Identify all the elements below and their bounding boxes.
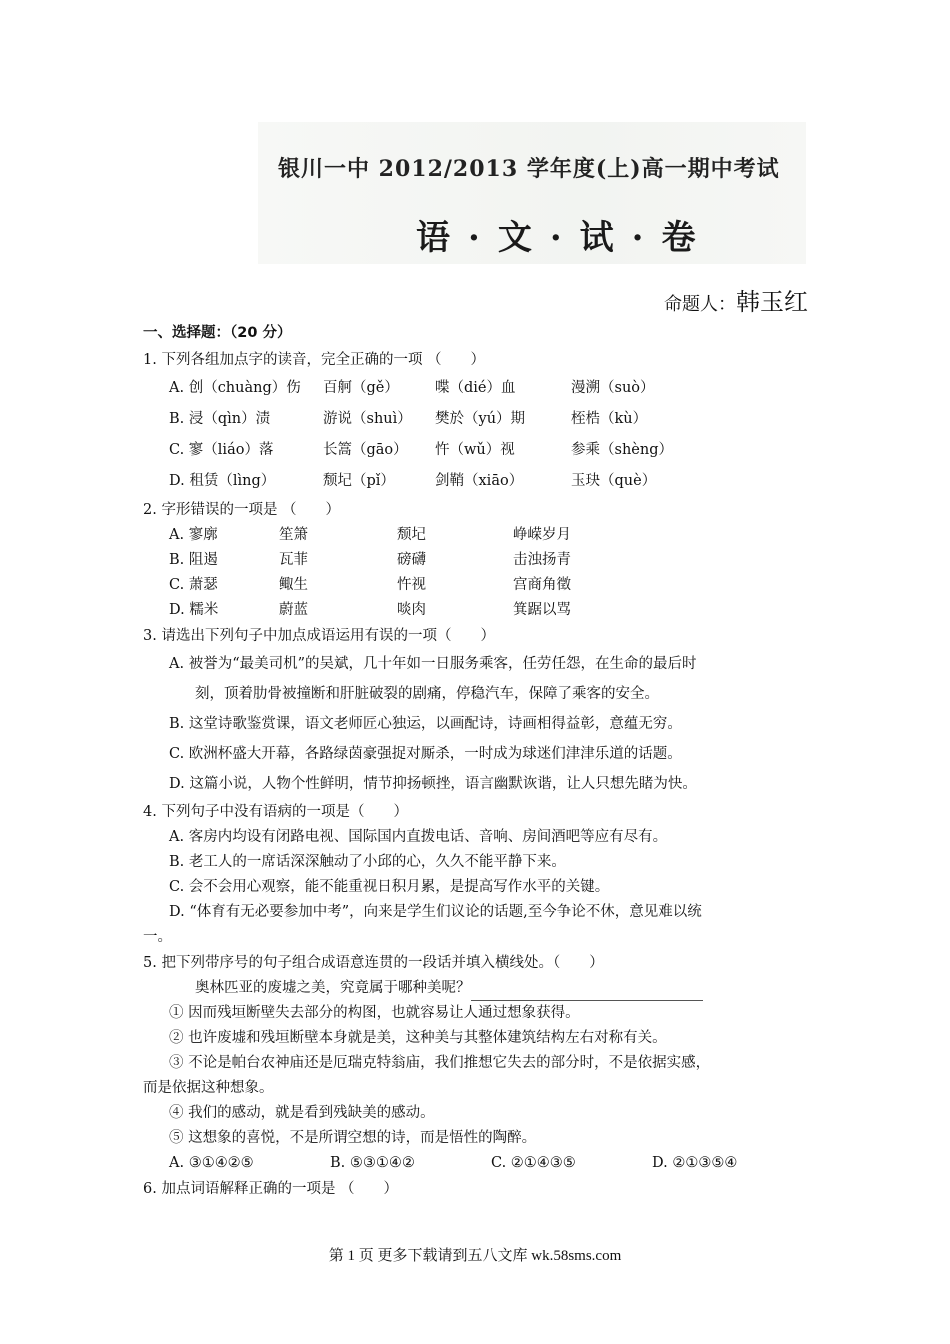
q3-option-a: A. 被誉为“最美司机”的吴斌，几十年如一日服务乘客，任劳任怨，在生命的最后时 xyxy=(169,656,697,672)
answer-option: D. ②①③⑤④ xyxy=(652,1155,738,1171)
q2-option-row xyxy=(143,598,813,623)
q5-lead xyxy=(143,976,813,1001)
q1-option-row xyxy=(143,404,813,435)
q4-option-d-cont: 一。 xyxy=(143,929,172,945)
q5-sentence-5: ⑤ 这想象的喜悦，不是所谓空想的诗，而是悟性的陶醉。 xyxy=(169,1130,537,1146)
option-cell: D. 租赁（lìng） xyxy=(169,473,276,489)
option-cell: 长篙（gāo） xyxy=(323,442,408,458)
q5-answers xyxy=(143,1151,813,1176)
option-cell: 忤视 xyxy=(397,577,426,593)
question-6: 6. 加点词语解释正确的一项是 （ ） xyxy=(143,1181,399,1197)
option-cell: 鲰生 xyxy=(279,577,308,593)
option-cell: 参乘（shèng） xyxy=(571,442,673,458)
q5-sentence-1: ① 因而残垣断壁失去部分的构图，也就容易让人通过想象获得。 xyxy=(169,1005,580,1021)
option-cell: 啖肉 xyxy=(397,602,426,618)
question-2: 2. 字形错误的一项是 （ ） xyxy=(143,502,341,518)
q5-sentence-4: ④ 我们的感动，就是看到残缺美的感动。 xyxy=(169,1105,435,1121)
answer-blank xyxy=(471,984,703,1001)
q3-option-a-cont: 刻，顶着肋骨被撞断和肝脏破裂的剧痛，停稳汽车，保障了乘客的安全。 xyxy=(195,686,659,702)
q5-sentence-2: ② 也许废墟和残垣断壁本身就是美，这种美与其整体建筑结构左右对称有关。 xyxy=(169,1030,667,1046)
option-cell: 宫商角徵 xyxy=(513,577,571,593)
author-label: 命题人： xyxy=(664,294,736,315)
q1-option-row xyxy=(143,466,813,497)
answer-option: B. ⑤③①④② xyxy=(330,1155,415,1171)
option-cell: 游说（shuì） xyxy=(323,411,412,427)
option-cell: A. 寥廓 xyxy=(169,527,218,543)
option-cell: B. 阻遏 xyxy=(169,552,218,568)
option-cell: 桎梏（kù） xyxy=(571,411,648,427)
q2-option-row xyxy=(143,548,813,573)
author-name: 韩玉红 xyxy=(736,288,808,316)
option-cell: 忤（wǔ）视 xyxy=(435,442,515,458)
option-cell: C. 萧瑟 xyxy=(169,577,218,593)
option-cell: 峥嵘岁月 xyxy=(513,527,571,543)
q4-option-a: A. 客房内均设有闭路电视、国际国内直拨电话、音响、房间酒吧等应有尽有。 xyxy=(169,829,668,845)
q4-option-b: B. 老工人的一席话深深触动了小邱的心，久久不能平静下来。 xyxy=(169,854,566,870)
question-3: 3. 请选出下列句子中加点成语运用有误的一项（ ） xyxy=(143,628,495,644)
question-5: 5. 把下列带序号的句子组合成语意连贯的一段话并填入横线处。（ ） xyxy=(143,955,604,971)
option-cell: 颓圮（pǐ） xyxy=(323,473,395,489)
option-cell: 笙箫 xyxy=(279,527,308,543)
q1-option-row xyxy=(143,373,813,404)
author-line xyxy=(664,282,808,317)
option-cell: 蔚蓝 xyxy=(279,602,308,618)
option-cell: 喋（dié）血 xyxy=(435,380,516,396)
option-cell: 瓦菲 xyxy=(279,552,308,568)
option-cell: 漫溯（suò） xyxy=(571,380,655,396)
question-4: 4. 下列句子中没有语病的一项是（ ） xyxy=(143,804,408,820)
option-cell: 剑鞘（xiāo） xyxy=(435,473,524,489)
school-title: 银川一中 2012/2013 学年度(上)高一期中考试 xyxy=(278,156,780,182)
option-cell: B. 浸（qìn）渍 xyxy=(169,411,271,427)
subject-title: 语·文·试·卷 xyxy=(416,218,714,258)
question-1: 1. 下列各组加点字的读音，完全正确的一项 （ ） xyxy=(143,352,486,368)
q3-option-b: B. 这堂诗歌鉴赏课，语文老师匠心独运，以画配诗，诗画相得益彰，意蕴无穷。 xyxy=(169,716,682,732)
page-footer: 第 1 页 更多下载请到五八文库 wk.58sms.com xyxy=(328,1248,622,1264)
q2-option-row xyxy=(143,523,813,548)
q3-option-d: D. 这篇小说，人物个性鲜明，情节抑扬顿挫，语言幽默诙谐，让人只想先睹为快。 xyxy=(169,776,697,792)
option-cell: 樊於（yú）期 xyxy=(435,411,526,427)
option-cell: 颓圮 xyxy=(397,527,426,543)
q5-lead-text: 奥林匹亚的废墟之美，究竟属于哪种美呢？ xyxy=(195,980,471,996)
q2-option-row xyxy=(143,573,813,598)
option-cell: 百舸（gě） xyxy=(323,380,399,396)
exam-header-banner xyxy=(258,122,806,264)
q5-sentence-3-cont: 而是依据这种想象。 xyxy=(143,1080,274,1096)
q4-option-c: C. 会不会用心观察，能不能重视日积月累，是提高写作水平的关键。 xyxy=(169,879,610,895)
option-cell: C. 寥（liáo）落 xyxy=(169,442,274,458)
option-cell: D. 糯米 xyxy=(169,602,219,618)
q5-sentence-3: ③ 不论是帕台农神庙还是厄瑞克特翁庙，我们推想它失去的部分时，不是依据实感， xyxy=(169,1055,711,1071)
q1-option-row xyxy=(143,435,813,466)
section-title: 一、选择题：（20 分） xyxy=(143,325,292,341)
option-cell: 玉玦（què） xyxy=(571,473,657,489)
answer-option: A. ③①④②⑤ xyxy=(169,1155,254,1171)
q4-option-d: D. “体育有无必要参加中考”，向来是学生们议论的话题,至今争论不休，意见难以统 xyxy=(169,904,702,920)
option-cell: 磅礴 xyxy=(397,552,426,568)
answer-option: C. ②①④③⑤ xyxy=(491,1155,576,1171)
exam-content xyxy=(143,322,813,1202)
q3-option-c: C. 欧洲杯盛大开幕，各路绿茵豪强捉对厮杀，一时成为球迷们津津乐道的话题。 xyxy=(169,746,682,762)
option-cell: 箕踞以骂 xyxy=(513,602,571,618)
option-cell: 击浊扬青 xyxy=(513,552,571,568)
option-cell: A. 创（chuàng）伤 xyxy=(169,380,301,396)
